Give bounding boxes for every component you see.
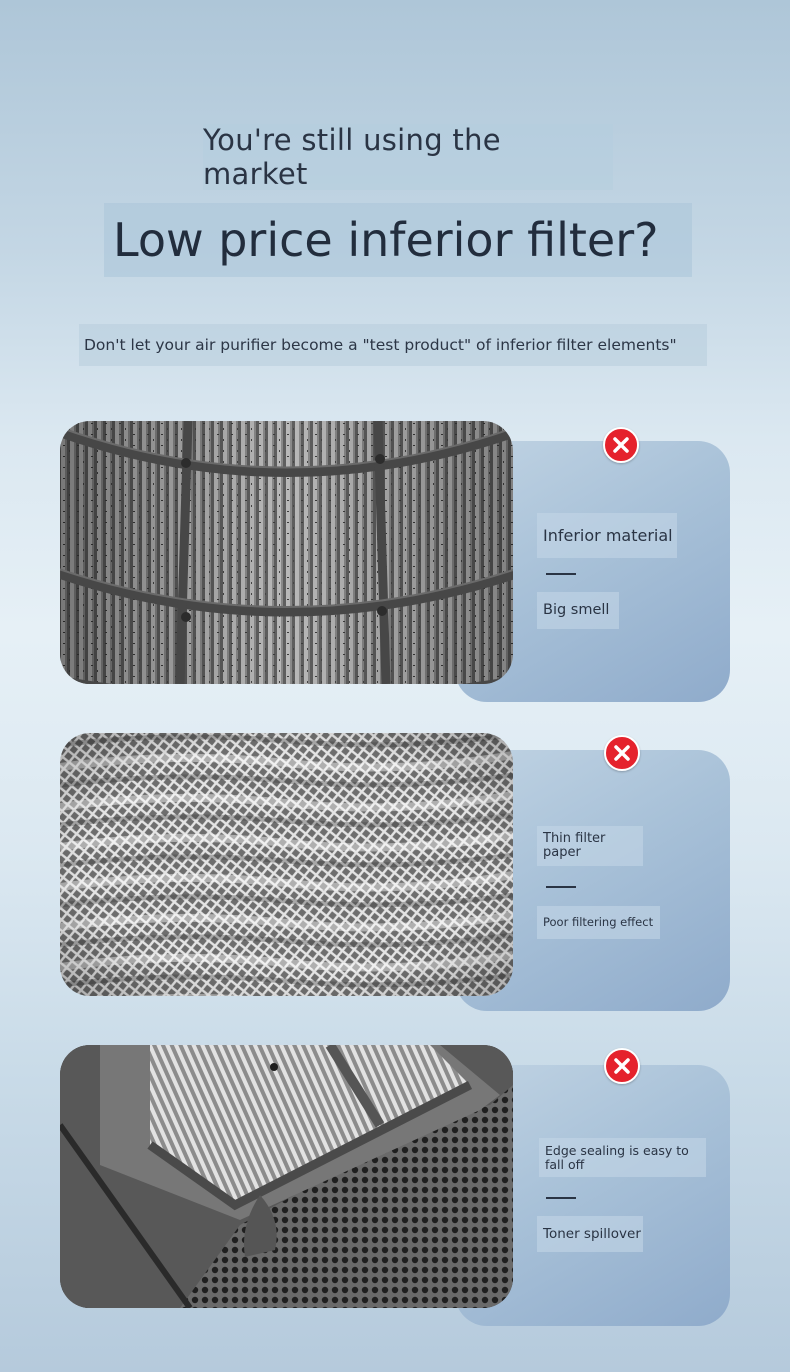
card-1-dash <box>546 573 576 575</box>
filter-photo-frame <box>60 1045 513 1308</box>
subtitle: Don't let your air purifier become a "test product" of inferior filter elements" <box>79 324 707 366</box>
card-3-problem: Edge sealing is easy to fall off <box>539 1138 706 1177</box>
card-2-consequence: Poor filtering effect <box>537 906 660 939</box>
headline-intro: You're still using the market <box>203 124 613 190</box>
filter-photo-mesh <box>60 733 513 996</box>
card-2-dash <box>546 886 576 888</box>
card-1-consequence: Big smell <box>537 592 619 629</box>
red-x-icon <box>603 427 639 463</box>
card-3-consequence: Toner spillover <box>537 1216 643 1252</box>
filter-photo-pleated <box>60 421 513 684</box>
red-x-icon <box>604 1048 640 1084</box>
card-1-problem: Inferior material <box>537 513 677 558</box>
headline-main: Low price inferior filter? <box>104 203 692 277</box>
card-2-problem: Thin filter paper <box>537 826 643 866</box>
red-x-icon <box>604 735 640 771</box>
card-3-dash <box>546 1197 576 1199</box>
